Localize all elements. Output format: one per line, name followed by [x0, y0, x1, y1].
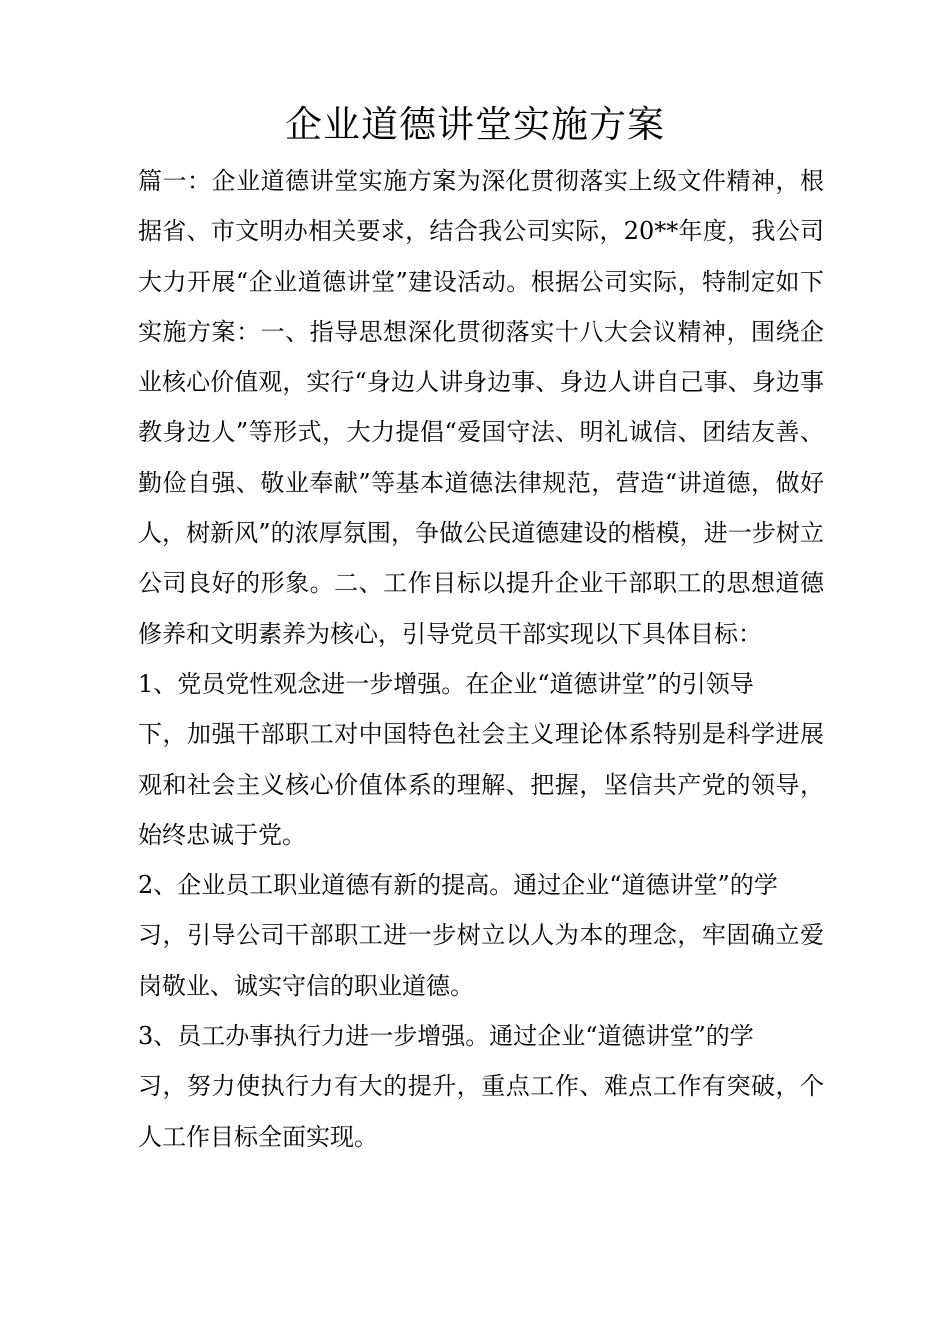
document-body	[138, 156, 824, 1162]
intro-paragraph: 篇一：企业道德讲堂实施方案为深化贯彻落实上级文件精神，根据省、市文明办相关要求，结合我公司实际，20**年度，我公司大力开展“企业道德讲堂”建设活动。根据公司实际，特制定如下实施方案：一、指导思想深化贯彻落实十八大会议精神，围绕企业核心价值观，实行“身边人讲身边事、身边人讲自己事、身边事教身边人”等形式，大力提倡“爱国守法、明礼诚信、团结友善、勤俭自强、敬业奉献”等基本道德法律规范，营造“讲道德，做好人，树新风”的浓厚氛围，争做公民道德建设的楷模，进一步树立公司良好的形象。二、工作目标以提升企业干部职工的思想道德修养和文明素养为核心，引导党员干部实现以下具体目标：	[138, 167, 824, 648]
goal-item-1-text: 下，加强干部职工对中国特色社会主义理论体系特别是科学进展观和社会主义核心价值体系的理解、把握，坚信共产党的领导，始终忠诚于党。	[138, 720, 824, 849]
goal-item-1-first-line: 1、党员党性观念进一步增强。在企业“道德讲堂”的引领导	[138, 669, 754, 698]
goal-item-3-first-line: 3、员工办事执行力进一步增强。通过企业“道德讲堂”的学	[138, 1022, 754, 1051]
goal-item-2	[138, 860, 824, 1011]
goal-item-3-text: 习，努力使执行力有大的提升，重点工作、难点工作有突破，个人工作目标全面实现。	[138, 1072, 824, 1151]
goal-item-1	[138, 659, 824, 860]
goal-item-2-first-line: 2、企业员工职业道德有新的提高。通过企业“道德讲堂”的学	[138, 871, 778, 900]
goal-item-2-text: 习，引导公司干部职工进一步树立以人为本的理念，牢固确立爱岗敬业、诚实守信的职业道德。	[138, 921, 824, 1000]
goal-item-3	[138, 1011, 824, 1162]
document-title: 企业道德讲堂实施方案	[285, 103, 665, 146]
